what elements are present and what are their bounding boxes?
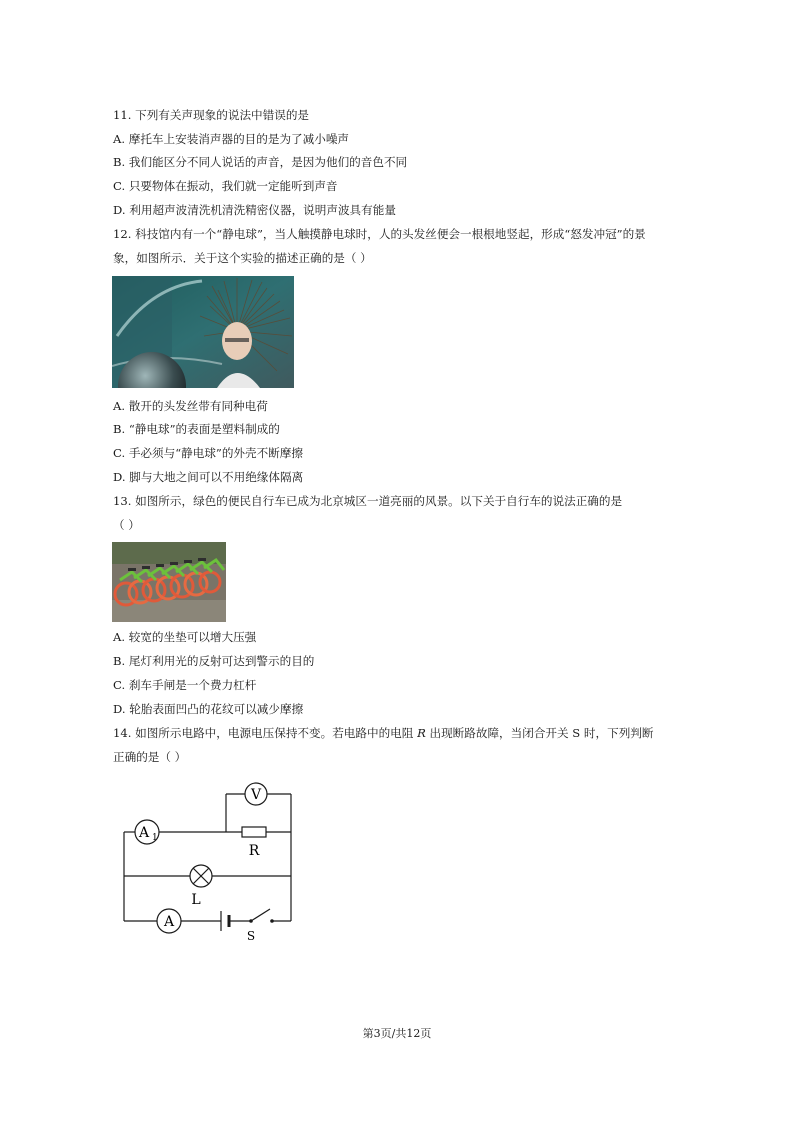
question-14-stem-line1 bbox=[113, 725, 653, 741]
ammeter-label: A bbox=[163, 914, 175, 930]
question-14-stem-part1: 14. 如图所示电路中，电源电压保持不变。若电路中的电阻 bbox=[113, 726, 418, 740]
question-14-stem-part2: 出现断路故障，当闭合开关 S 时，下列判断 bbox=[425, 726, 654, 740]
question-12-option-a: A. 散开的头发丝带有同种电荷 bbox=[113, 399, 268, 413]
bicycles-photo bbox=[112, 542, 226, 622]
question-13-option-a: A. 较宽的坐垫可以增大压强 bbox=[113, 630, 257, 644]
question-13-option-b: B. 尾灯利用光的反射可达到警示的目的 bbox=[113, 654, 315, 668]
question-13-stem-line1: 13. 如图所示，绿色的便民自行车已成为北京城区一道亮丽的风景。以下关于自行车的说法正确的是 bbox=[113, 494, 623, 508]
question-12-option-c: C. 手必须与“静电球”的外壳不断摩擦 bbox=[113, 446, 303, 460]
switch-lever bbox=[251, 909, 270, 921]
resistor-label: R bbox=[248, 843, 260, 859]
question-14-resistor-symbol: R bbox=[417, 726, 426, 740]
question-12-stem-line2: 象，如图所示．关于这个实验的描述正确的是（ ） bbox=[113, 251, 372, 265]
question-13-option-c: C. 刹车手闸是一个费力杠杆 bbox=[113, 678, 257, 692]
question-12-option-b: B. “静电球”的表面是塑料制成的 bbox=[113, 422, 280, 436]
question-12-option-d: D. 脚与大地之间可以不用绝缘体隔离 bbox=[113, 470, 304, 484]
question-11-option-d: D. 利用超声波清洗机清洗精密仪器，说明声波具有能量 bbox=[113, 203, 396, 217]
ammeter-1-label: A bbox=[138, 825, 150, 841]
question-12-stem-line1: 12. 科技馆内有一个“静电球”，当人触摸静电球时，人的头发丝便会一根根地竖起，形成“怒发冲冠”的景 bbox=[113, 227, 646, 241]
question-11-option-b: B. 我们能区分不同人说话的声音，是因为他们的音色不同 bbox=[113, 155, 408, 169]
static-ball-photo bbox=[112, 276, 294, 388]
question-13-stem-line2: （ ） bbox=[113, 518, 140, 532]
question-11-option-c: C. 只要物体在振动，我们就一定能听到声音 bbox=[113, 179, 338, 193]
question-11-option-a: A. 摩托车上安装消声器的目的是为了减小噪声 bbox=[113, 132, 350, 146]
circuit-diagram bbox=[118, 780, 298, 945]
voltmeter-label: V bbox=[250, 787, 262, 803]
switch-label: S bbox=[246, 929, 256, 943]
question-11-stem: 11. 下列有关声现象的说法中错误的是 bbox=[113, 108, 310, 122]
page-footer: 第3页/共12页 bbox=[362, 1027, 432, 1040]
question-13-option-d: D. 轮胎表面凹凸的花纹可以减少摩擦 bbox=[113, 702, 304, 716]
lamp-label: L bbox=[191, 892, 201, 908]
ammeter-1-subscript: 1 bbox=[152, 833, 158, 843]
question-14-stem-line2: 正确的是（ ） bbox=[113, 750, 187, 764]
